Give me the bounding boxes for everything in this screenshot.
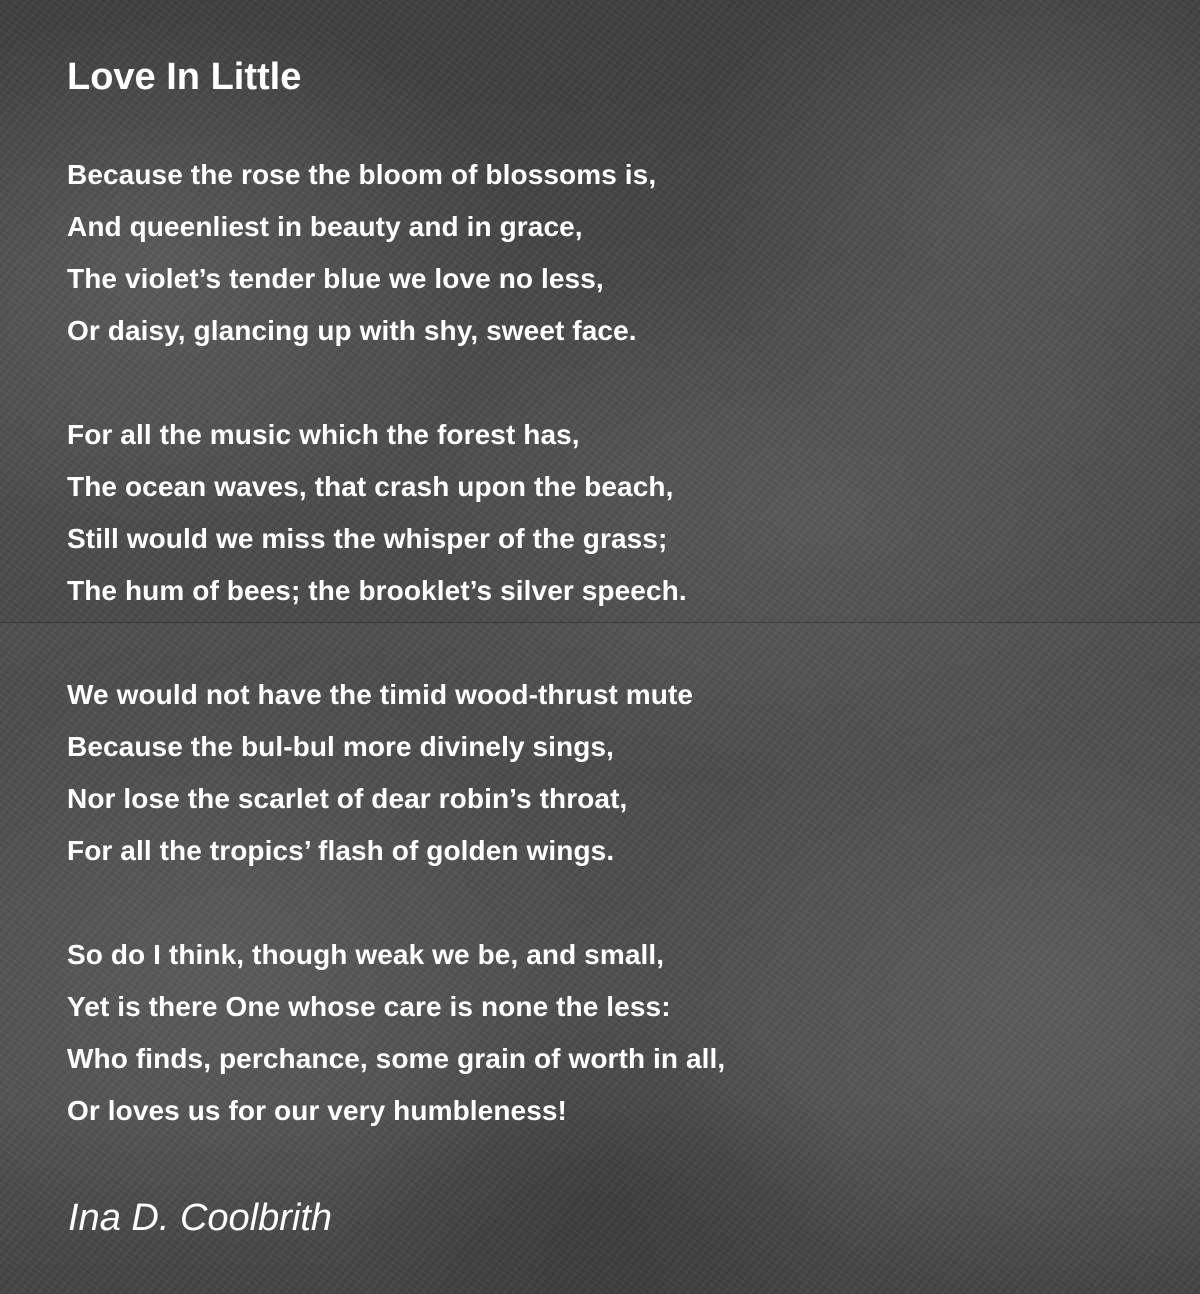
poem-line: Because the rose the bloom of blossoms is,	[67, 159, 657, 190]
poem-line: The hum of bees; the brooklet’s silver speech.	[67, 575, 687, 606]
poem-line: Because the bul-bul more divinely sings,	[67, 731, 615, 762]
poem-line: Still would we miss the whisper of the grass;	[67, 523, 668, 554]
poem-line: For all the tropics’ flash of golden wings.	[67, 835, 615, 866]
stanza-1	[67, 149, 1167, 357]
poem-line: The violet’s tender blue we love no less,	[67, 263, 604, 294]
poem-line: Yet is there One whose care is none the less:	[67, 991, 671, 1022]
poem-line: For all the music which the forest has,	[67, 419, 580, 450]
poem-line: Nor lose the scarlet of dear robin’s throat,	[67, 783, 628, 814]
poem-line: So do I think, though weak we be, and small,	[67, 939, 665, 970]
poem-author: Ina D. Coolbrith	[68, 1197, 333, 1239]
poem-line: We would not have the timid wood-thrust mute	[67, 679, 694, 710]
stanza-3	[67, 669, 1167, 877]
poem-line: Who finds, perchance, some grain of worth in all,	[67, 1043, 726, 1074]
stanza-4	[67, 929, 1167, 1137]
poem-line: Or daisy, glancing up with shy, sweet face.	[67, 315, 637, 346]
poem-line: The ocean waves, that crash upon the beach,	[67, 471, 674, 502]
stanza-2	[67, 409, 1167, 617]
poem-line: Or loves us for our very humbleness!	[67, 1095, 567, 1126]
poem-title: Love In Little	[67, 56, 302, 98]
poem-body	[67, 149, 1167, 1189]
poem-line: And queenliest in beauty and in grace,	[67, 211, 583, 242]
